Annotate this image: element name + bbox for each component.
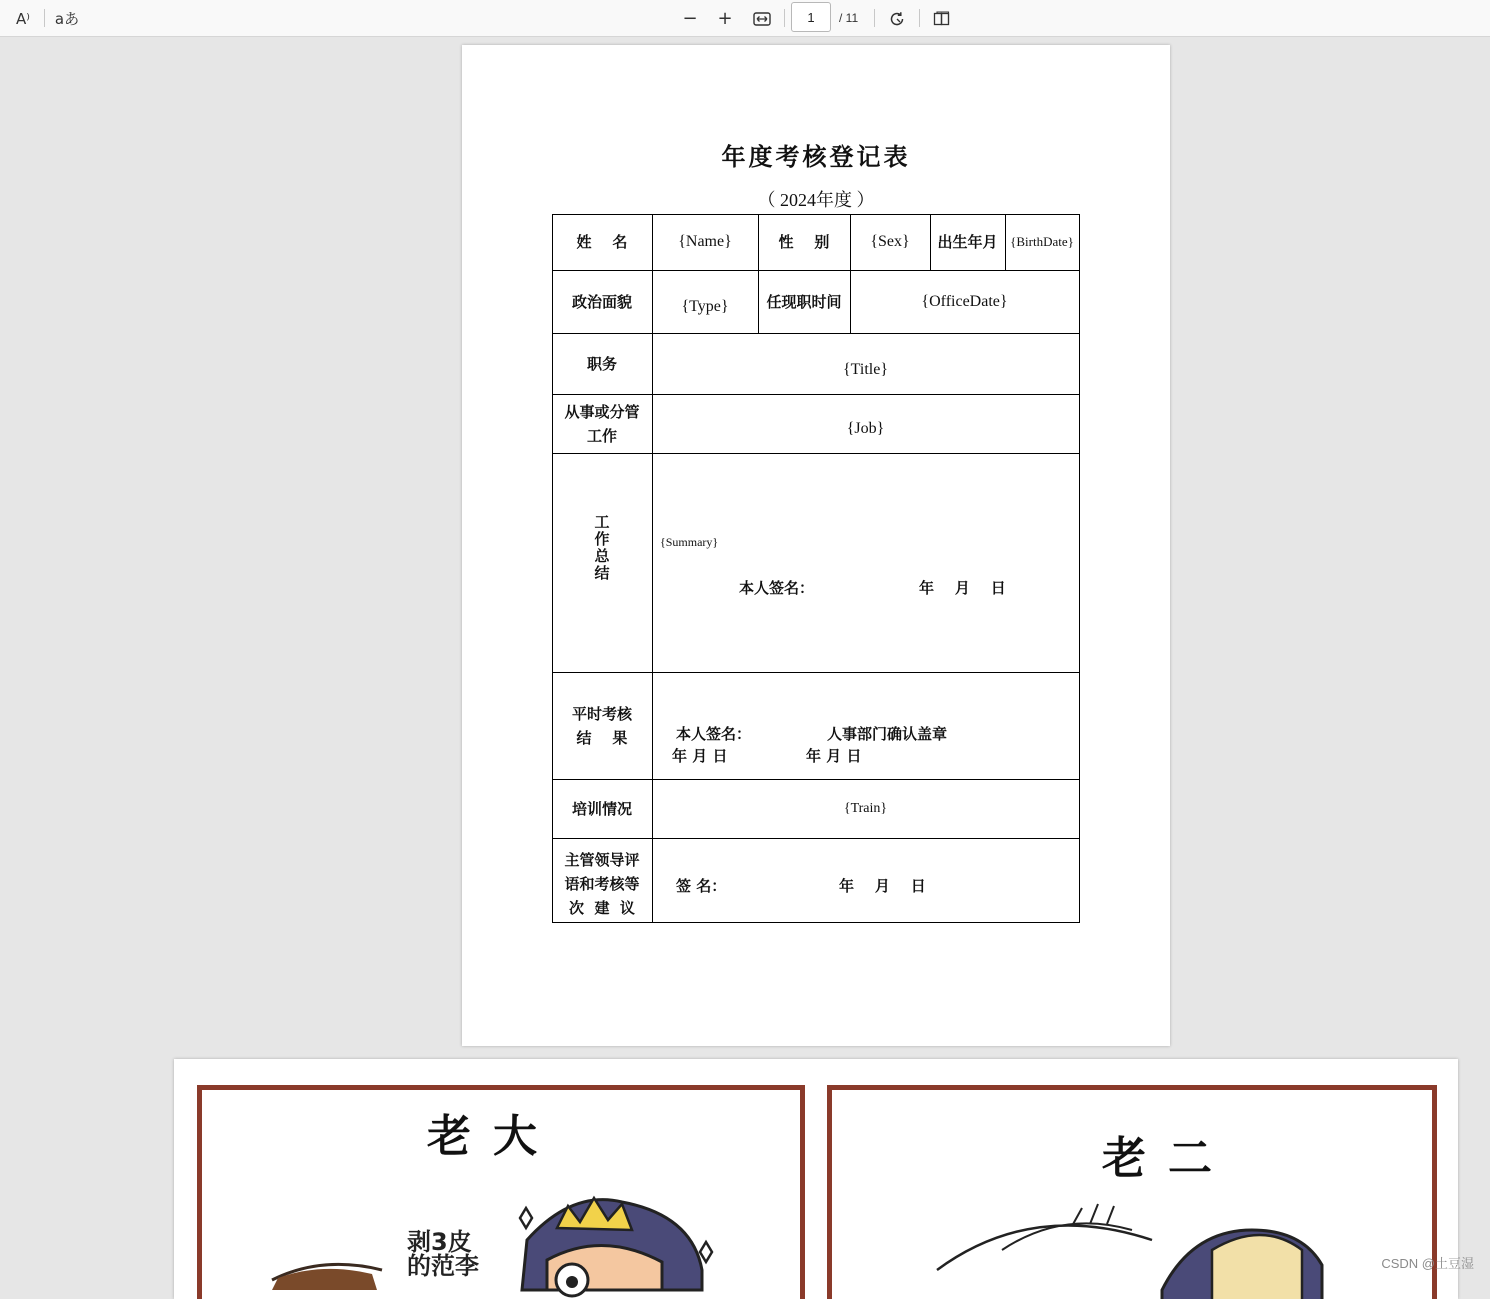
leader-label-line: 主管领导评 — [564, 851, 640, 869]
leader-label — [552, 842, 652, 926]
toolbar-divider — [874, 9, 875, 27]
name-label: 姓 名 — [576, 233, 628, 251]
name-value: {Name} — [678, 233, 732, 250]
position-label: 职务 — [586, 354, 617, 373]
fit-to-width-glyph — [753, 12, 771, 26]
routine-label — [552, 672, 652, 779]
table-line — [552, 838, 1080, 839]
comic-panel-left — [197, 1085, 805, 1299]
zoom-in-icon[interactable]: + — [717, 8, 733, 29]
leader-sign-label: 签 名： — [676, 877, 727, 895]
summary-label: 工作总结 — [592, 513, 611, 582]
job-label-line: 从事或分管 — [564, 402, 640, 421]
routine-sign-label: 本人签名： — [676, 725, 752, 743]
page-number-input[interactable] — [791, 2, 831, 32]
leader-label-line: 语和考核等 — [564, 875, 640, 893]
toolbar-divider — [44, 9, 45, 27]
text-options-icon[interactable]: aあ — [54, 10, 80, 28]
routine-label-line: 平时考核 — [571, 704, 632, 723]
summary-sign-label: 本人签名： — [739, 579, 815, 597]
sex-label: 性 别 — [778, 233, 830, 251]
leader-label-line: 次 建 议 — [569, 899, 635, 917]
job-value: {Job} — [846, 419, 885, 437]
routine-label-line: 结 果 — [576, 728, 628, 747]
politics-label: 政治面貌 — [571, 292, 632, 311]
csdn-watermark: CSDN @土豆湿 — [1381, 1256, 1474, 1271]
fit-to-width-icon[interactable] — [749, 0, 775, 37]
rotate-icon[interactable] — [884, 0, 910, 37]
zoom-out-icon[interactable]: − — [682, 8, 698, 29]
job-label-line: 工作 — [586, 426, 617, 445]
train-value: {Train} — [843, 800, 888, 816]
cartoon-sibling-illustration — [832, 1090, 1432, 1299]
comic-panel-right — [827, 1085, 1437, 1299]
read-aloud-icon[interactable]: A⁾ — [16, 9, 30, 28]
leader-date: 年 月 日 — [839, 877, 926, 895]
panel-left-title: 老大 — [427, 1111, 559, 1162]
toolbar-divider — [919, 9, 920, 27]
panel-right-title: 老二 — [1102, 1133, 1234, 1184]
birth-value: {BirthDate} — [1010, 234, 1074, 249]
sex-value: {Sex} — [870, 233, 910, 250]
routine-dept-confirm: 人事部门确认盖章 — [827, 725, 948, 743]
routine-date-self: 年 月 日 — [672, 747, 728, 765]
handwritten-note: 剥3皮 的范李 — [407, 1228, 479, 1280]
position-value: {Title} — [842, 360, 888, 378]
summary-date: 年 月 日 — [919, 579, 1006, 597]
summary-value: {Summary} — [660, 535, 719, 549]
train-label: 培训情况 — [571, 799, 632, 818]
table-line — [1079, 214, 1080, 923]
office-time-value: {OfficeDate} — [921, 292, 1008, 310]
page-view-glyph — [933, 11, 951, 27]
rotate-glyph — [888, 10, 906, 28]
page-view-icon[interactable] — [929, 0, 955, 37]
pdf-toolbar — [0, 0, 1490, 37]
cartoon-king-illustration — [202, 1090, 800, 1299]
birth-label: 出生年月 — [937, 233, 998, 251]
job-label — [552, 394, 652, 453]
document-page-2 — [174, 1059, 1458, 1299]
office-time-label: 任现职时间 — [766, 292, 842, 311]
document-title: 年度考核登记表 — [721, 143, 911, 171]
document-page-1 — [462, 45, 1170, 1046]
politics-value: {Type} — [681, 297, 729, 315]
document-subtitle: （ 2024年度 ） — [757, 190, 875, 210]
page-total-label: / 11 — [839, 11, 859, 25]
toolbar-divider — [784, 9, 785, 27]
routine-date-dept: 年 月 日 — [806, 747, 862, 765]
